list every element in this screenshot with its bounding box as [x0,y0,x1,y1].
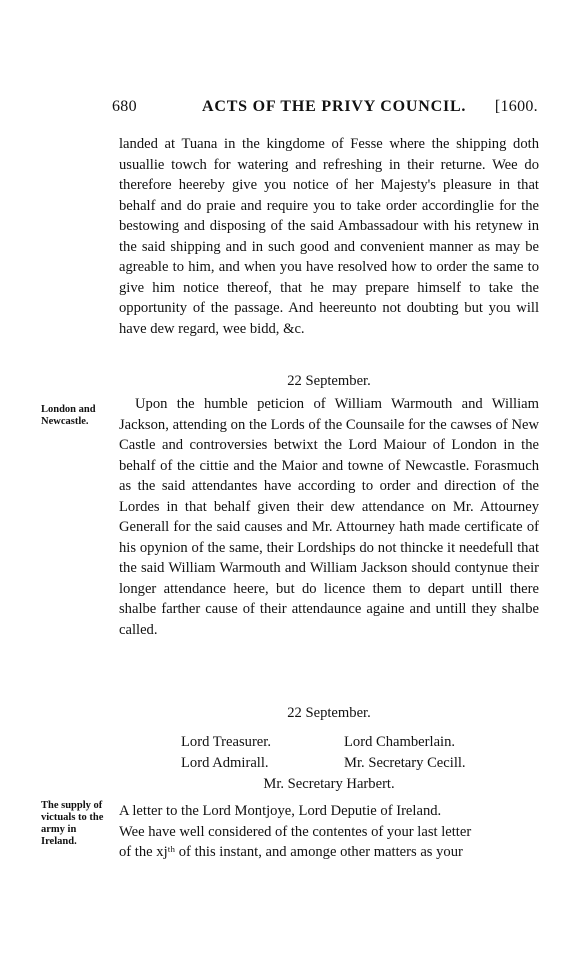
text-line: Wee have well considered of the contentes of your last letter [119,823,472,840]
text-line: A letter to the Lord Montjoye, Lord Deputie of Ireland. [119,803,442,819]
attendee: Mr. Secretary Cecill. [344,755,466,771]
paragraph-text: Upon the humble peticion of William Warmouth and William Jackson, attending on the Lords of the Counsaile for the cawses of New Castle and controversies betwixt the Lord Maiour of London in the behalf of the cittie and the Maior and towne of Newcastle. Forasmuch as the said attendantes have according to order and direction of the Lordes in that behalf given their dew attendance on Mr. Attourney Generall for the said causes and Mr. Attourney hath made certificate of his opynion of the same, their Lordships do not thincke it needefull that the said William Warmouth and William Jackson should contynue their longer attendance heere, but do licence them to depart untill there shalbe farther cause of their attendaunce againe and untill they shalbe called. [119,396,539,638]
attendance-row [119,753,539,774]
page-number: 680 [112,98,137,115]
paragraph-petition [119,394,539,640]
council-attendance-list [119,732,539,795]
margin-note-victuals-ireland: The supply of victuals to the army in Ireland. [41,800,104,847]
entry-date: 22 September. [287,705,371,721]
attendance-row [119,774,539,795]
attendee: Lord Chamberlain. [344,734,456,750]
entry-date: 22 September. [287,373,371,389]
paragraph-letter-continuation [119,134,539,339]
running-title: ACTS OF THE PRIVY COUNCIL. [202,98,467,115]
text-line: of the xjᵗʰ of this instant, and amonge other matters as your [119,844,463,860]
attendee: Mr. Secretary Harbert. [263,776,395,792]
running-year: [1600. [494,98,538,115]
paragraph-letter-montjoye [119,801,539,863]
attendee: Lord Treasurer. [181,734,271,750]
attendance-row [119,732,539,753]
margin-note-london-newcastle: London and Newcastle. [41,404,96,427]
attendee: Lord Admirall. [181,755,269,771]
paragraph-text: landed at Tuana in the kingdome of Fesse where the shipping doth usuallie towch for watering and refreshing in their returne. Wee do therefore heereby give you notice of her Majesty's pleasure in that behalf and do praie and require you to take order accordinglie for the bestowing and disposing of the said Ambassadour with his retynew in the said shipping and in such good and convenient manner as may be agreable to him, and when you have resolved how to order the same to give him notice thereof, that he may prepare himself to take the opportunity of the passage. And heereunto not doubting but you will have dew regard, wee bidd, &c. [119,136,539,337]
